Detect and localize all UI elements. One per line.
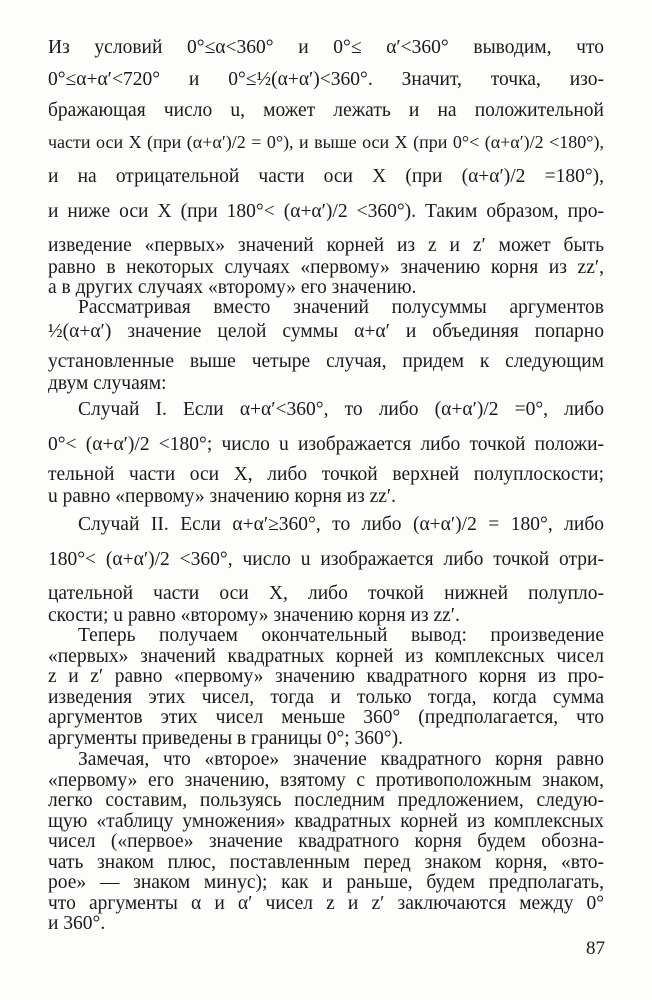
text-line: Случай II. Если α+α′≥360°, то либо (α+α′)/2 = 180°, либо <box>78 514 604 535</box>
page-number: 87 <box>586 938 605 959</box>
text-line: Рассматривая вместо значений полусуммы аргументов <box>78 297 604 318</box>
text-line: скости; u равно «второму» значению корня из zz′. <box>48 605 460 626</box>
text-line: Теперь получаем окончательный вывод: произведение <box>78 625 604 646</box>
text-line: части оси X (при (α+α′)/2 = 0°), и выше оси X (при 0°< (α+α′)/2 <180°), <box>48 132 604 152</box>
text-line: 0°< (α+α′)/2 <180°; число u изображается либо точкой положи- <box>48 434 604 455</box>
text-line: изведения этих чисел, тогда и только тогда, когда сумма <box>48 687 604 708</box>
text-line: установленные выше четыре случая, придем к следующим <box>48 351 604 372</box>
text-line: z и z′ равно «первому» значению квадратного корня из про- <box>48 666 604 687</box>
text-line: что аргументы α и α′ чисел z и z′ заключаются между 0° <box>48 893 604 914</box>
text-line: рое» — знаком минус); как и раньше, будем предполагать, <box>48 872 604 893</box>
text-line: аргументы приведены в границы 0°; 360°). <box>48 728 403 749</box>
text-line: и ниже оси X (при 180°< (α+α′)/2 <360°). Таким образом, про- <box>48 201 604 222</box>
text-line: «первых» значений квадратных корней из комплексных чисел <box>48 646 604 667</box>
text-line: 0°≤α+α′<720° и 0°≤½(α+α′)<360°. Значит, точка, изо- <box>48 69 604 90</box>
text-line: ½(α+α′) значение целой суммы α+α′ и объединяя попарно <box>48 321 604 342</box>
text-line: легко составим, пользуясь последним предложением, следую- <box>48 790 604 811</box>
text-line: бражающая число u, может лежать и на положительной <box>48 100 604 121</box>
text-line: Из условий 0°≤α<360° и 0°≤ α′<360° выводим, что <box>48 37 604 58</box>
text-line: 180°< (α+α′)/2 <360°, число u изображается либо точкой отри- <box>48 549 604 570</box>
text-line: чать знаком плюс, поставленным перед знаком корня, «вто- <box>48 852 604 873</box>
text-line: а в других случаях «второму» его значению. <box>48 277 417 298</box>
text-line: чисел («первое» значение квадратного корня будем обозна- <box>48 831 604 852</box>
text-line: изведение «первых» значений корней из z и z′ может быть <box>48 235 604 256</box>
text-line: Замечая, что «второе» значение квадратного корня равно <box>78 749 604 770</box>
text-line: цательной части оси X, либо точкой нижней полупло- <box>48 583 604 604</box>
text-line: и 360°. <box>48 913 106 934</box>
text-line: Случай I. Если α+α′<360°, то либо (α+α′)/2 =0°, либо <box>78 399 604 420</box>
text-line: тельной части оси X, либо точкой верхней полуплоскости; <box>48 464 604 485</box>
text-line: двум случаям: <box>48 373 167 394</box>
text-line: «первому» его значению, взятому с противоположным знаком, <box>48 770 604 791</box>
text-line: u равно «первому» значению корня из zz′. <box>48 486 397 507</box>
text-line: равно в некоторых случаях «первому» значению корня из zz′, <box>48 257 604 278</box>
text-line: аргументов этих чисел меньше 360° (предполагается, что <box>48 707 604 728</box>
text-line: и на отрицательной части оси X (при (α+α′)/2 =180°), <box>48 166 604 187</box>
text-line: щую «таблицу умножения» квадратных корней из комплексных <box>48 811 604 832</box>
